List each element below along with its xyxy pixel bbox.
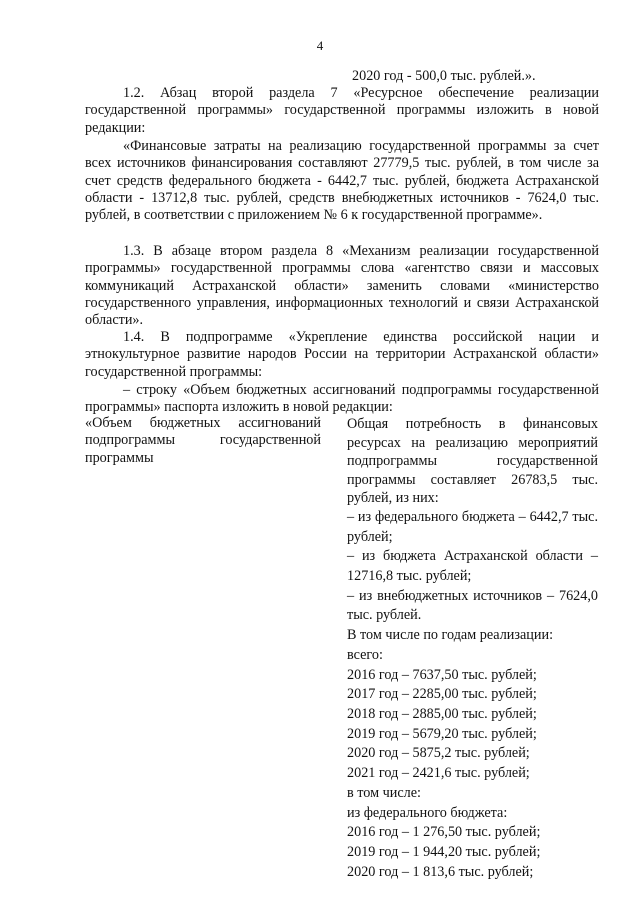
right-line: в том числе: — [347, 784, 421, 801]
right-line: 2021 год – 2421,6 тыс. рублей; — [347, 765, 530, 782]
right-line: 2016 год – 7637,50 тыс. рублей; — [347, 666, 537, 683]
right-line: 2019 год – 1 944,20 тыс. рублей; — [347, 843, 541, 860]
right-line: 2020 год – 5875,2 тыс. рублей; — [347, 745, 530, 762]
paragraph-1-3: 1.3. В абзаце втором раздела 8 «Механизм реализации государственной программы» государственной программы слова «агентство связи и массовых коммуникаций Астраханской области» заменить словами «министерство государственного управления, информационных технологий и связи Астраханской области». — [85, 243, 599, 329]
right-line: 2016 год – 1 276,50 тыс. рублей; — [347, 824, 541, 841]
right-intro: Общая потребность в финансовых ресурсах на реализацию мероприятий подпрограммы государственной программы составляет 26783,5 тыс. рублей, из них: — [347, 416, 598, 507]
paragraph-line: – строку «Объем бюджетных ассигнований подпрограммы государственной программы» паспорта изложить в новой редакции: — [85, 382, 599, 416]
paragraph-1-2: 1.2. Абзац второй раздела 7 «Ресурсное обеспечение реализации государственной программы» государственной программы изложить в новой редакции: — [85, 85, 599, 136]
right-line: – из внебюджетных источников – 7624,0 тыс. рублей. — [347, 587, 598, 624]
right-line: из федерального бюджета: — [347, 804, 508, 821]
right-line: 2020 год – 1 813,6 тыс. рублей; — [347, 863, 534, 880]
intro-line: 2020 год - 500,0 тыс. рублей.». — [352, 68, 536, 84]
right-line: В том числе по годам реализации: — [347, 627, 554, 644]
right-line: 2018 год – 2885,00 тыс. рублей; — [347, 706, 537, 722]
table-left-cell: «Объем бюджетных ассигнований подпрограммы государственной программы — [85, 415, 321, 466]
right-line: – из бюджета Астраханской области – 12716,8 тыс. рублей; — [347, 548, 598, 585]
page-number: 4 — [316, 38, 324, 53]
right-line: – из федерального бюджета – 6442,7 тыс. рублей; — [347, 508, 598, 545]
right-line: 2017 год – 2285,00 тыс. рублей; — [347, 686, 537, 703]
paragraph-1-4: 1.4. В подпрограмме «Укрепление единства российской нации и этнокультурное развитие народов России на территории Астраханской области» государственной программы: — [85, 329, 599, 380]
right-line: 2019 год – 5679,20 тыс. рублей; — [347, 725, 537, 742]
right-line: всего: — [347, 646, 383, 663]
table-right-cell — [347, 415, 598, 882]
paragraph-quote: «Финансовые затраты на реализацию государственной программы за счет всех источников финансирования составляют 27779,5 тыс. рублей, в том числе за счет средств федерального бюджета - 6442,7 тыс. рублей, бюджета Астраханской области - 13712,8 тыс. рублей, средств внебюджетных источников - 7624,0 тыс. рублей, в соответствии с приложением № 6 к государственной программе». — [85, 138, 599, 224]
